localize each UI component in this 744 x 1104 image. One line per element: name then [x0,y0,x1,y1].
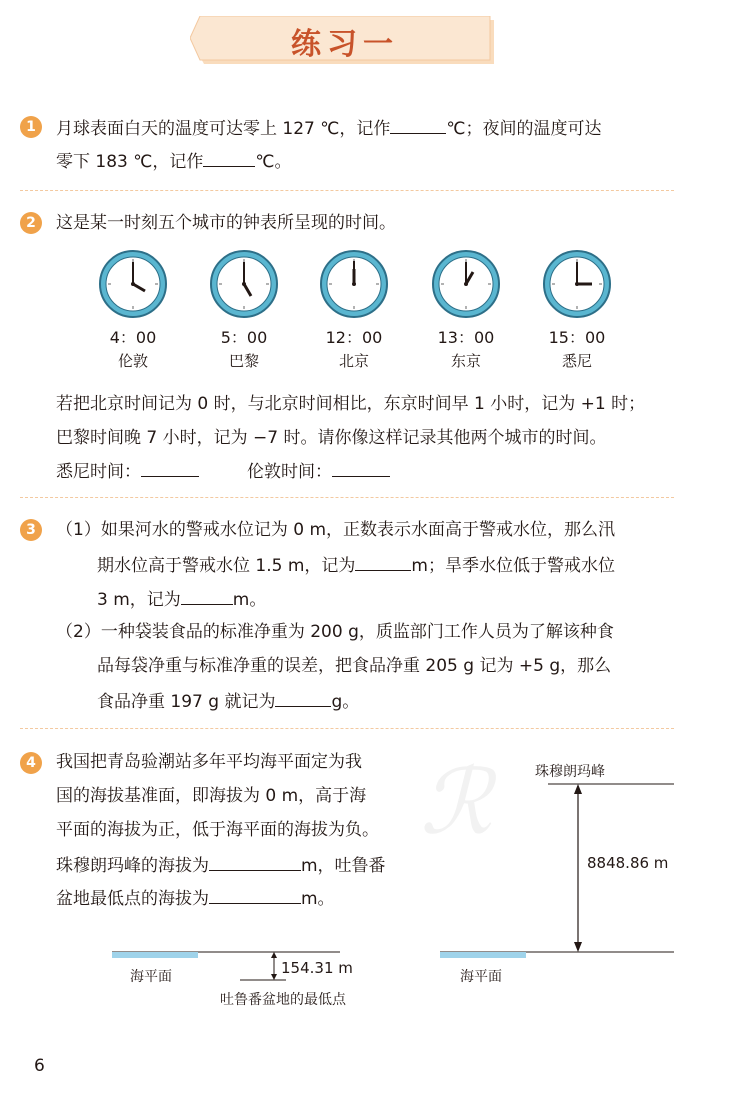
city-beijing: 北京 [338,352,369,370]
city-sydney: 悉尼 [561,352,592,370]
everest-altitude-blank[interactable] [209,852,301,871]
q3-part1-line3 [97,586,266,612]
q3-p1-l2b: m；旱季水位低于警戒水位 [411,556,615,576]
clock-beijing [318,248,390,320]
title-banner [190,16,500,66]
q3-part1-line1: （1）如果河水的警戒水位记为 0 m，正数表示水面高于警戒水位，那么汛 [56,520,615,540]
turpan-depth-label: 154.31 m [281,959,353,977]
q3-food-blank[interactable] [275,688,331,707]
sydney-time-label: 悉尼时间： [56,462,141,482]
q3-drought-blank[interactable] [181,586,233,605]
clock-time-tokyo: 13：00 [437,328,495,347]
q1-line2-end: ℃。 [255,152,292,172]
q3-p1-l3b: m。 [232,590,267,610]
q4-l5a: 盆地最低点的海拔为 [56,889,209,909]
q4-line-5 [56,885,335,911]
sea-level-left-label: 海平面 [130,969,172,985]
clock-paris [208,248,280,320]
london-time-blank[interactable] [332,458,390,477]
q1-line2-text: 零下 183 ℃，记作 [56,152,204,172]
separator-2 [20,497,674,498]
question-number-4: 4 [20,752,42,774]
q3-p2-l3a: 食品净重 197 g 就记为 [97,692,276,712]
q3-part2-line3 [97,688,359,714]
q4-line-3: 平面的海拔为正，低于海平面的海拔为负。 [56,820,379,840]
sea-level-right-label: 海平面 [460,969,502,985]
city-paris: 巴黎 [228,352,259,370]
clock-sydney [541,248,613,320]
q4-line-2: 国的海拔基准面，即海拔为 0 m，高于海 [56,786,367,806]
clock-time-paris: 5：00 [220,328,268,347]
separator-1 [20,190,674,191]
city-tokyo: 东京 [450,352,481,370]
page-number: 6 [34,1056,45,1076]
q1-line1-text: 月球表面白天的温度可达零上 127 ℃，记作 [56,119,391,139]
question-number-2: 2 [20,212,42,234]
clock-time-london: 4：00 [109,328,157,347]
q1-line1-mid: ℃；夜间的温度可达 [446,119,602,139]
clock-london [97,248,169,320]
q4-line-4 [56,852,386,878]
q1-line-1 [56,115,601,141]
question-number-3: 3 [20,519,42,541]
sydney-time-blank[interactable] [141,458,199,477]
q3-part1-line2 [97,552,615,578]
london-time-label: 伦敦时间： [247,462,332,482]
q4-l4b: m，吐鲁番 [301,856,386,876]
q3-p1-l2a: 期水位高于警戒水位 1.5 m，记为 [97,556,356,576]
q2-answer-row [56,458,390,484]
separator-3 [20,728,674,729]
q2-paragraph-2: 巴黎时间晚 7 小时，记为 −7 时。请你像这样记录其他两个城市的时间。 [56,428,607,448]
turpan-altitude-blank[interactable] [209,885,301,904]
turpan-lowest-point-label: 吐鲁番盆地的最低点 [220,992,346,1008]
q1-line-2 [56,148,291,174]
q2-paragraph-1: 若把北京时间记为 0 时，与北京时间相比，东京时间早 1 小时，记为 +1 时； [56,394,646,414]
city-london: 伦敦 [117,352,148,370]
question-number-1: 1 [20,116,42,138]
q4-line-1: 我国把青岛验潮站多年平均海平面定为我 [56,752,362,772]
everest-height-label: 8848.86 m [587,854,669,872]
q1-answer-blank-2[interactable] [203,148,255,167]
q4-l4a: 珠穆朗玛峰的海拔为 [56,856,209,876]
everest-diagram [440,778,680,978]
q3-part2-line2: 品每袋净重与标准净重的误差，把食品净重 205 g 记为 +5 g，那么 [97,656,612,676]
page-title: 练习一 [291,27,399,62]
q3-part2-line1: （2）一种袋装食品的标准净重为 200 g，质监部门工作人员为了解该种食 [56,622,614,642]
clock-tokyo [430,248,502,320]
clock-time-sydney: 15：00 [548,328,606,347]
q1-answer-blank-1[interactable] [390,115,446,134]
q2-intro: 这是某一时刻五个城市的钟表所呈现的时间。 [56,213,396,233]
q3-flood-blank[interactable] [355,552,411,571]
clock-time-beijing: 12：00 [325,328,383,347]
everest-label: 珠穆朗玛峰 [535,764,605,780]
q3-p2-l3b: g。 [331,692,360,712]
watermark: ℛ [420,750,500,855]
q4-l5b: m。 [301,889,335,909]
q3-p1-l3a: 3 m，记为 [97,590,181,610]
